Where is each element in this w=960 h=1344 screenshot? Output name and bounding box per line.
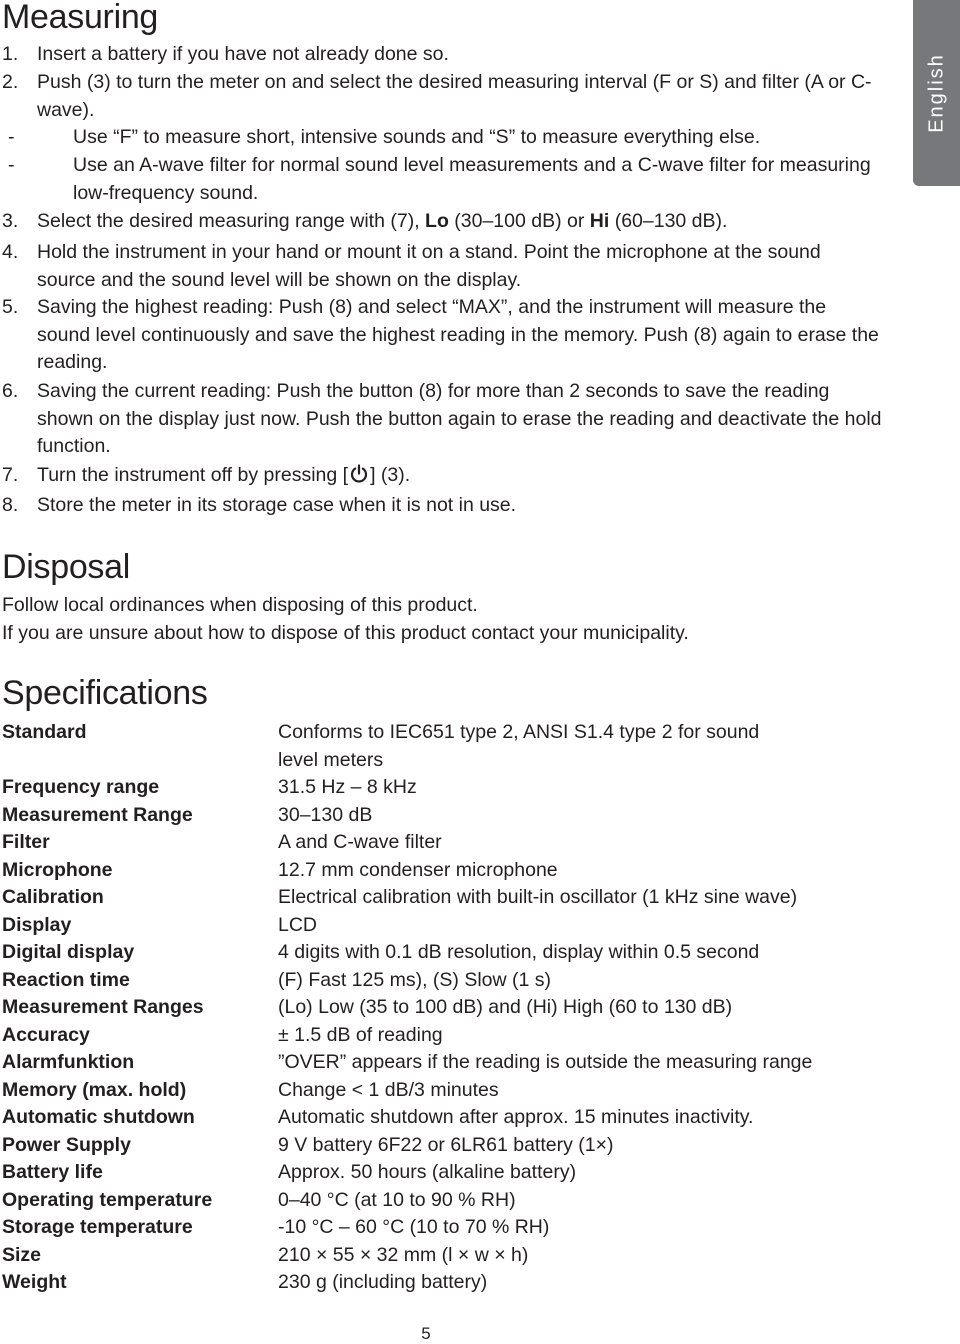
spec-label: Reaction time	[2, 968, 130, 991]
measuring-heading: Measuring	[2, 0, 159, 36]
power-icon	[349, 464, 369, 484]
item-text: Hold the instrument in your hand or mount it on a stand. Point the microphone at the sound source and the sound level will be shown on the display.	[37, 241, 821, 291]
spec-row	[2, 719, 902, 774]
list-item	[2, 41, 882, 69]
item-number: 4.	[2, 241, 19, 263]
list-item	[2, 378, 882, 461]
item-text	[37, 462, 882, 490]
spec-row	[2, 1269, 902, 1297]
spec-row	[2, 912, 902, 940]
item-number: 6.	[2, 380, 19, 402]
item-number: 7.	[2, 464, 19, 486]
item-text: Store the meter in its storage case when it is not in use.	[37, 494, 517, 516]
page-number: 5	[421, 1324, 431, 1343]
spec-label: Microphone	[2, 858, 113, 881]
language-tab	[913, 0, 960, 186]
spec-row	[2, 967, 902, 995]
spec-label: Size	[2, 1243, 42, 1266]
item-text-post: (60–130 dB).	[609, 210, 728, 232]
spec-row	[2, 1242, 902, 1270]
spec-row	[2, 774, 902, 802]
item-text-post: ] (3).	[370, 464, 411, 486]
item-text: Use an A-wave filter for normal sound level measurements and a C-wave filter for measuring low-frequency sound.	[73, 154, 871, 204]
spec-value: Conforms to IEC651 type 2, ANSI S1.4 type 2 for sound level meters	[278, 721, 760, 771]
spec-value: 31.5 Hz – 8 kHz	[278, 776, 417, 798]
spec-label: Accuracy	[2, 1023, 90, 1046]
spec-value: A and C-wave filter	[278, 831, 442, 853]
spec-row	[2, 857, 902, 885]
spec-value: (Lo) Low (35 to 100 dB) and (Hi) High (60 to 130 dB)	[278, 996, 733, 1018]
spec-label: Automatic shutdown	[2, 1106, 195, 1128]
spec-label: Filter	[2, 831, 50, 853]
spec-value: 210 × 55 × 32 mm (l × w × h)	[278, 1243, 529, 1266]
item-number: 1.	[2, 43, 19, 65]
spec-value: (F) Fast 125 ms), (S) Slow (1 s)	[278, 968, 552, 991]
item-number: 5.	[2, 296, 19, 318]
list-item	[2, 208, 882, 236]
spec-row	[2, 1049, 902, 1077]
list-item	[2, 462, 882, 490]
spec-label: Digital display	[2, 941, 135, 963]
spec-value: 230 g (including battery)	[278, 1271, 488, 1293]
list-item	[2, 69, 882, 124]
spec-label: Battery life	[2, 1161, 103, 1183]
spec-value: 4 digits with 0.1 dB resolution, display within 0.5 second	[278, 941, 760, 963]
list-item	[2, 294, 882, 377]
item-text	[37, 208, 882, 236]
spec-row	[2, 1022, 902, 1050]
spec-value: ± 1.5 dB of reading	[278, 1023, 443, 1046]
spec-label: Display	[2, 913, 72, 936]
disposal-line: Follow local ordinances when disposing of this product.	[2, 594, 478, 616]
item-text: Saving the current reading: Push the button (8) for more than 2 seconds to save the reading shown on the display just now. Push the button again to erase the reading and deactivate the hold function.	[37, 380, 882, 457]
item-text: Saving the highest reading: Push (8) and select “MAX”, and the instrument will measure the sound level continuously and save the highest reading in the memory. Push (8) again to erase the reading.	[37, 296, 879, 373]
spec-label: Frequency range	[2, 776, 160, 798]
spec-value: 9 V battery 6F22 or 6LR61 battery (1×)	[278, 1133, 614, 1156]
list-item	[2, 152, 882, 207]
spec-value: -10 °C – 60 °C (10 to 70 % RH)	[278, 1216, 550, 1238]
spec-row	[2, 939, 902, 967]
item-text-pre: Select the desired measuring range with (7),	[37, 210, 426, 232]
item-text-mid: (30–100 dB) or	[448, 210, 590, 232]
spec-label: Measurement Range	[2, 803, 193, 826]
item-dash: -	[8, 154, 15, 176]
item-text: Insert a battery if you have not already done so.	[37, 43, 449, 65]
spec-row	[2, 829, 902, 857]
spec-row	[2, 1187, 902, 1215]
item-dash: -	[8, 126, 15, 148]
disposal-heading: Disposal	[2, 548, 130, 586]
language-tab-label: English	[925, 53, 947, 133]
item-number: 8.	[2, 494, 19, 516]
spec-row	[2, 1132, 902, 1160]
spec-label: Alarmfunktion	[2, 1051, 135, 1073]
spec-value: 30–130 dB	[278, 803, 373, 826]
spec-label: Operating temperature	[2, 1188, 213, 1211]
disposal-line: If you are unsure about how to dispose of this product contact your municipality.	[2, 622, 689, 644]
item-number: 3.	[2, 210, 19, 232]
lo-label: Lo	[425, 210, 449, 232]
specifications-heading: Specifications	[2, 674, 208, 712]
item-text: Use “F” to measure short, intensive sounds and “S” to measure everything else.	[73, 126, 761, 148]
spec-value: Automatic shutdown after approx. 15 minutes inactivity.	[278, 1106, 754, 1128]
hi-label: Hi	[589, 210, 610, 232]
spec-label: Measurement Ranges	[2, 996, 204, 1018]
list-item	[2, 239, 882, 294]
list-item	[2, 124, 882, 152]
list-item	[2, 492, 882, 520]
spec-value: Electrical calibration with built-in oscillator (1 kHz sine wave)	[278, 886, 798, 908]
spec-label: Memory (max. hold)	[2, 1078, 187, 1101]
spec-value: LCD	[278, 913, 318, 936]
specifications-table	[2, 719, 902, 1297]
spec-row	[2, 802, 902, 830]
spec-row	[2, 994, 902, 1022]
spec-row	[2, 1214, 902, 1242]
spec-value: Change < 1 dB/3 minutes	[278, 1078, 499, 1101]
spec-value: Approx. 50 hours (alkaline battery)	[278, 1161, 577, 1183]
spec-row	[2, 1159, 902, 1187]
spec-label: Power Supply	[2, 1133, 131, 1156]
spec-label: Standard	[2, 721, 87, 743]
spec-value: 0–40 °C (at 10 to 90 % RH)	[278, 1188, 516, 1211]
item-text: Push (3) to turn the meter on and select the desired measuring interval (F or S) and filter (A or C-wave).	[37, 71, 872, 121]
spec-label: Weight	[2, 1271, 67, 1293]
spec-row	[2, 1077, 902, 1105]
spec-value: ”OVER” appears if the reading is outside the measuring range	[278, 1051, 813, 1073]
spec-row	[2, 884, 902, 912]
item-number: 2.	[2, 71, 19, 93]
spec-label: Storage temperature	[2, 1216, 193, 1238]
spec-label: Calibration	[2, 886, 104, 908]
spec-value: 12.7 mm condenser microphone	[278, 858, 558, 881]
spec-row	[2, 1104, 902, 1132]
item-text-pre: Turn the instrument off by pressing [	[37, 464, 349, 486]
